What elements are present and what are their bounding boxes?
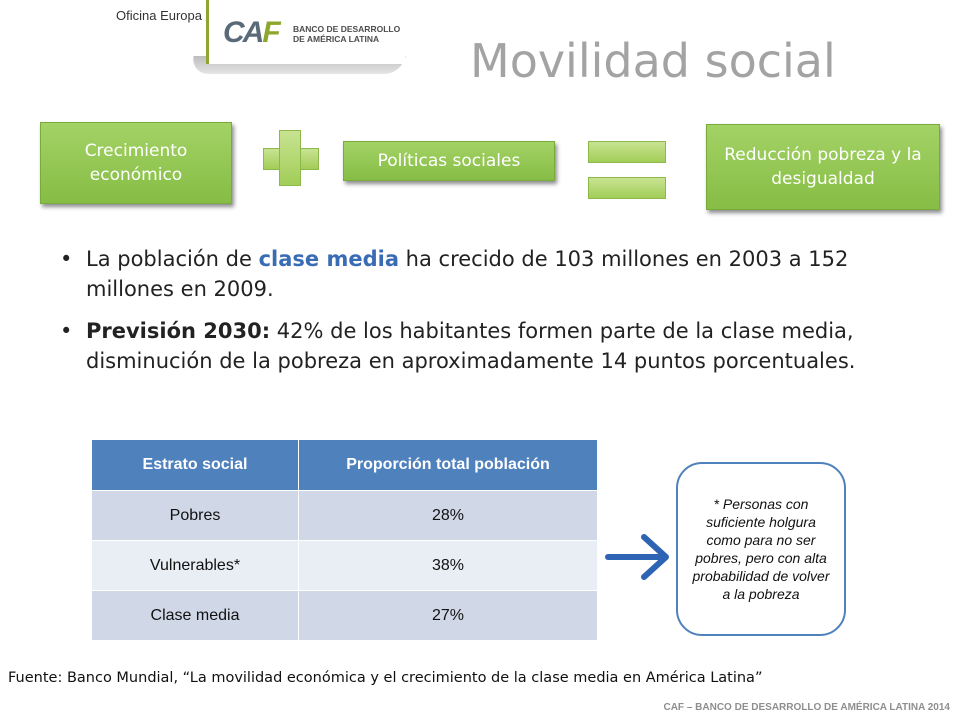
bullet1-pre: La población de (86, 247, 259, 271)
bullet-dot: • (60, 319, 73, 343)
logo-mark (223, 16, 279, 50)
logo-card (206, 0, 405, 64)
caf-logo (190, 0, 410, 72)
bullet-dot: • (60, 247, 73, 271)
social-strata-table (92, 440, 598, 640)
logo-text-line1: BANCO DE DESARROLLO (293, 24, 401, 34)
bullet-middle-class (60, 244, 920, 304)
source-citation: Fuente: Banco Mundial, “La movilidad económica y el crecimiento de la clase media en América Latina” (8, 670, 763, 686)
logo-mark-main: CA (223, 16, 263, 49)
footer-text: CAF – BANCO DE DESARROLLO DE AMÉRICA LATINA 2014 (663, 702, 950, 713)
table-header-row (92, 440, 598, 491)
bullet1-highlight: clase media (258, 247, 399, 271)
bullet-list (60, 244, 920, 388)
result-label: Reducción pobreza y la desigualdad (724, 145, 922, 189)
table-row (92, 491, 598, 541)
logo-text (293, 24, 400, 44)
vulnerable-note (676, 462, 846, 636)
result-box (706, 124, 940, 210)
cell-proportion: 38% (299, 541, 598, 591)
cell-stratum: Pobres (92, 491, 299, 541)
bullet1-post: ha crecido de 103 millones en 2003 a 152 millones en 2009. (86, 247, 849, 301)
bullet-forecast (60, 316, 920, 376)
cell-proportion: 27% (299, 591, 598, 641)
term-growth-box (40, 122, 232, 204)
cell-stratum: Clase media (92, 591, 299, 641)
bullet2-text: 42% de los habitantes formen parte de la clase media, disminución de la pobreza en aproximadamente 14 puntos porcentuales. (86, 319, 856, 373)
logo-mark-accent: F (262, 16, 279, 49)
table-row (92, 591, 598, 641)
logo-text-line2: DE AMÉRICA LATINA (293, 34, 380, 44)
arrow-right-icon (604, 532, 674, 582)
cell-proportion: 28% (299, 491, 598, 541)
header-stratum: Estrato social (92, 440, 299, 491)
header-proportion: Proporción total población (299, 440, 598, 491)
table-row (92, 541, 598, 591)
term-policies-label: Políticas sociales (377, 151, 521, 171)
note-text: * Personas con suficiente holgura como para no ser pobres, pero con alta probabilidad de volver a la pobreza (692, 496, 830, 602)
term-growth-label: Crecimiento económico (84, 141, 188, 185)
term-policies-box (343, 141, 555, 181)
cell-stratum: Vulnerables* (92, 541, 299, 591)
office-label: Oficina Europa (116, 8, 202, 23)
page-title: Movilidad social (470, 34, 836, 88)
bullet2-bold: Previsión 2030: (86, 319, 271, 343)
